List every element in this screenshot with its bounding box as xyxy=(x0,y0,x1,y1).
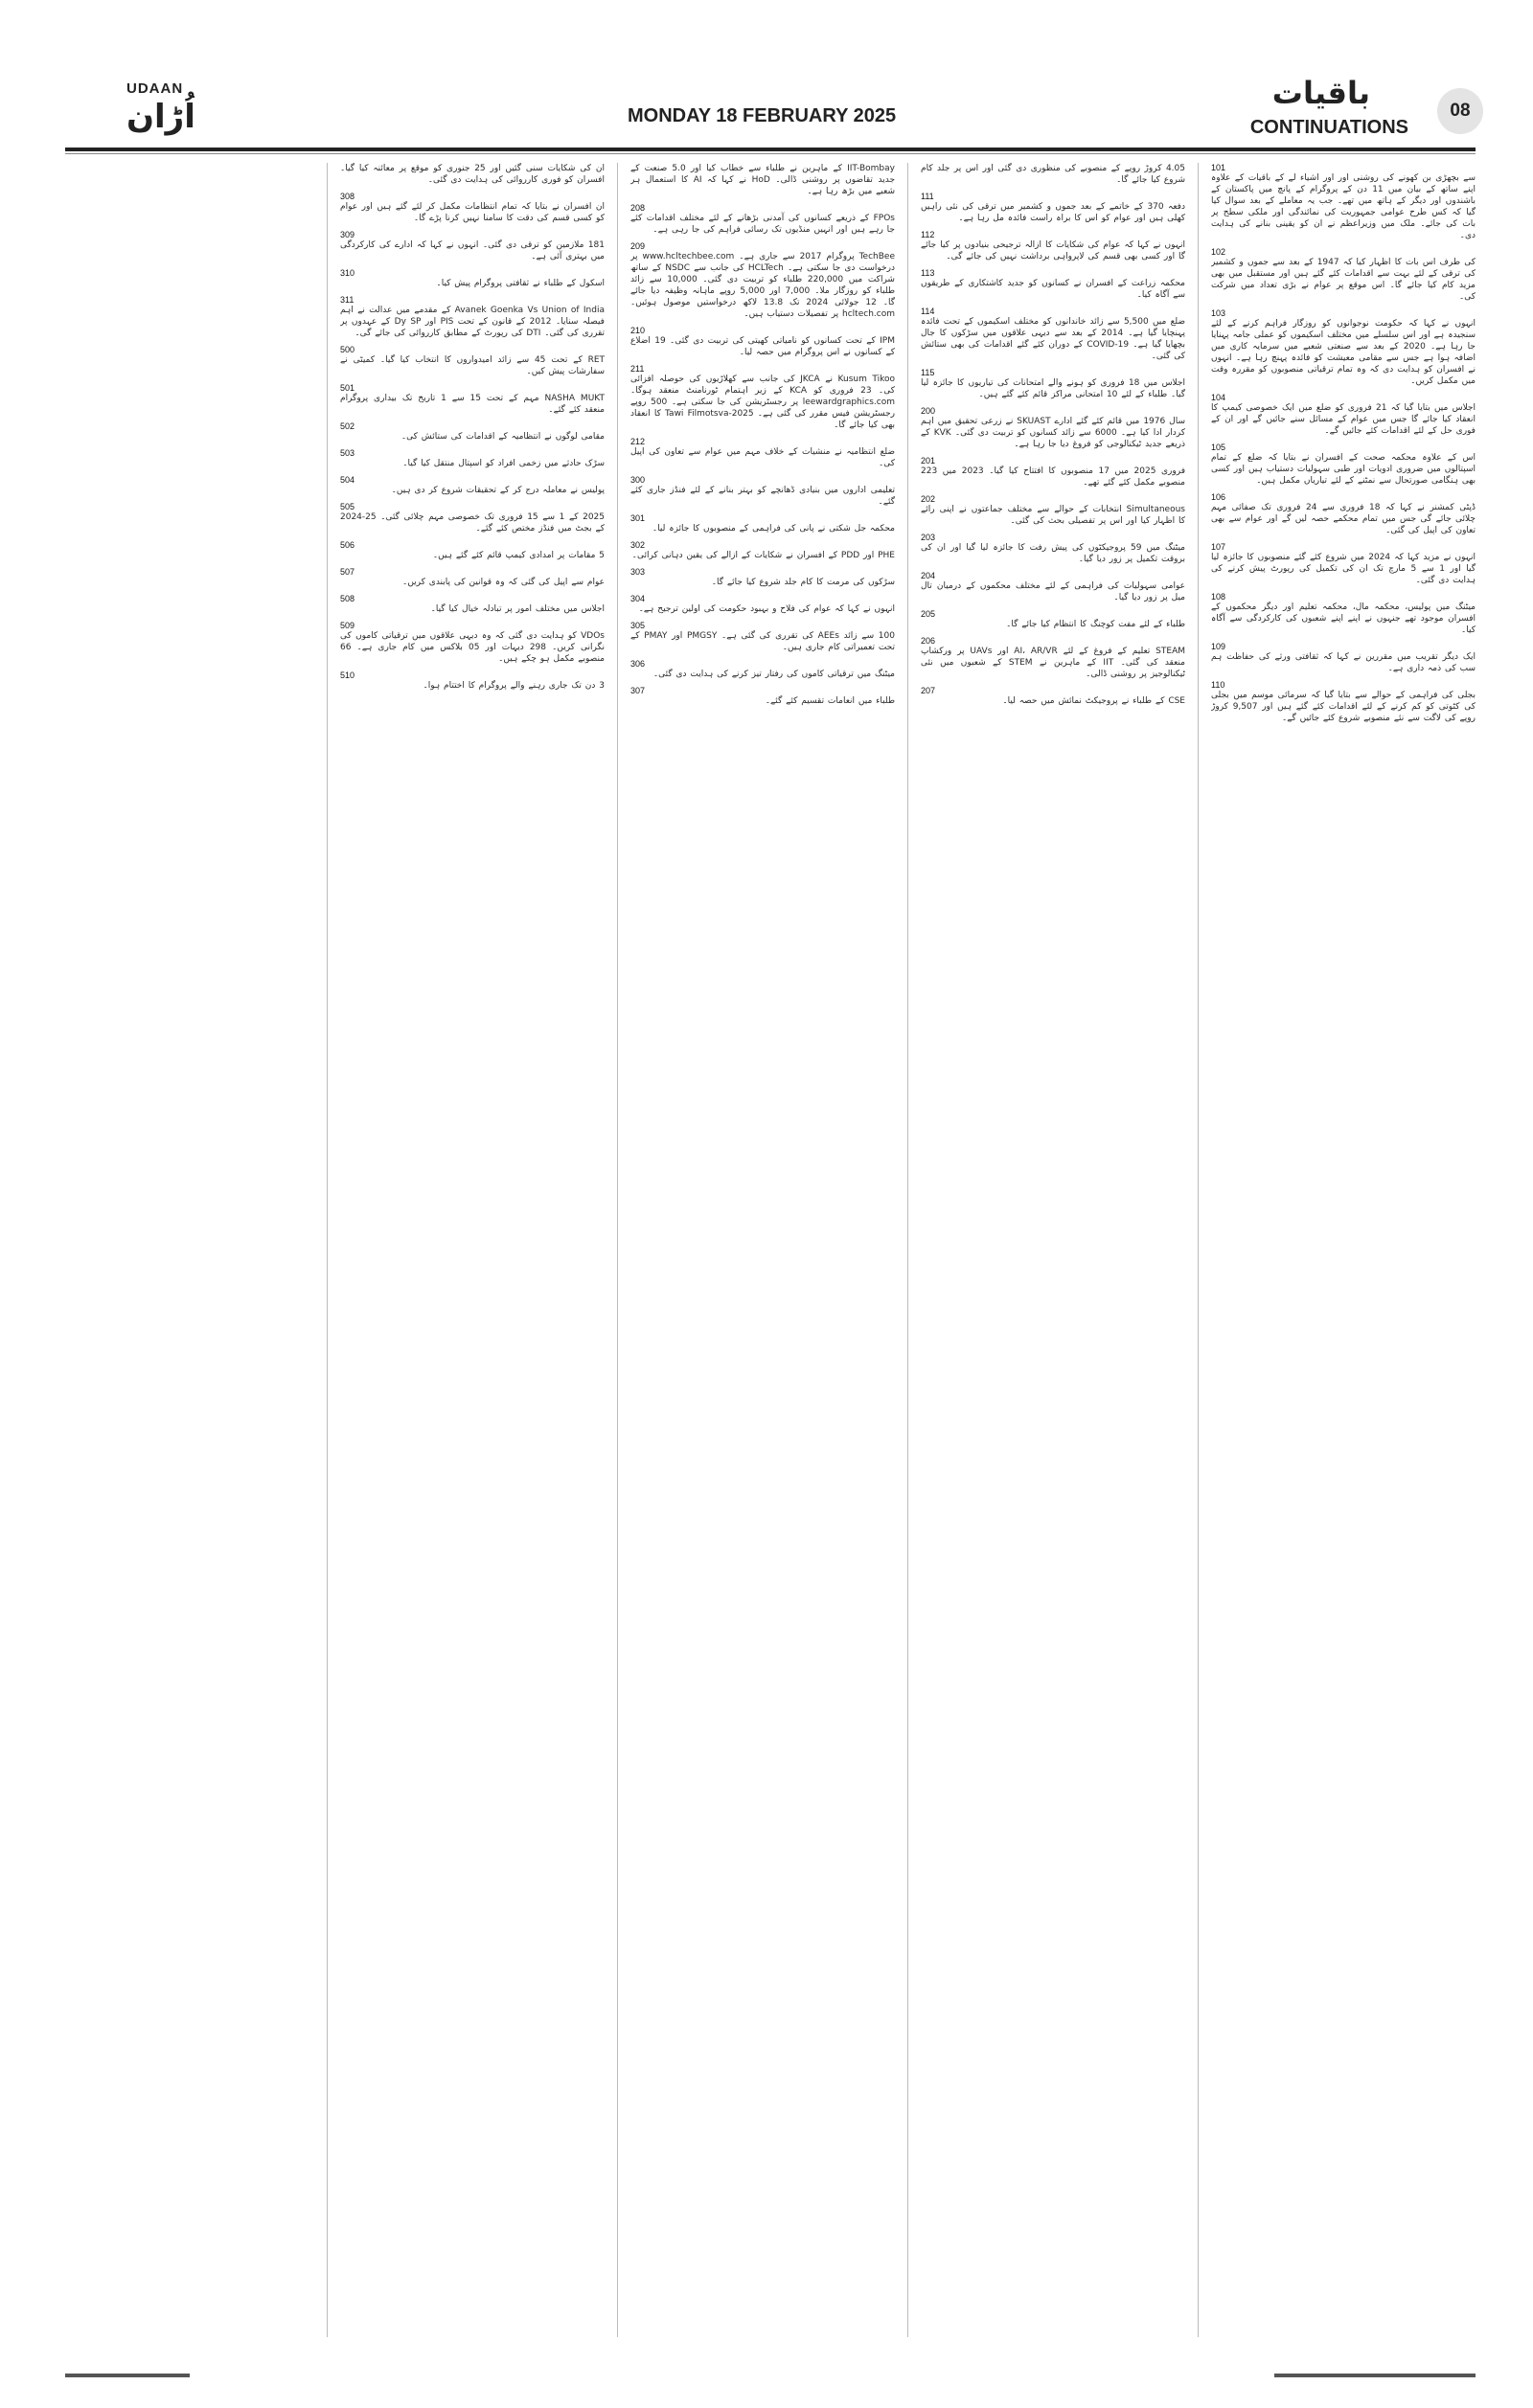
continuation-number: 307 xyxy=(630,686,646,695)
continuation-number: 212 xyxy=(630,437,646,446)
continuation-text: اس کے علاوہ محکمہ صحت کے افسران نے بتایا کہ ضلع کے تمام اسپتالوں میں ضروری ادویات اور طبی سہولیات دستیاب ہیں اور کسی بھی ہنگامی صورتحال سے نمٹنے کے لئے تیاریاں مکمل ہیں۔ xyxy=(1211,453,1476,486)
continuation-number: 205 xyxy=(921,609,936,619)
column-divider xyxy=(327,163,328,2337)
continuation-text: محکمہ جل شکتی نے پانی کی فراہمی کے منصوبوں کا جائزہ لیا۔ xyxy=(652,524,895,534)
column-divider xyxy=(907,163,908,2337)
continuation-number: 308 xyxy=(340,192,355,201)
continuation-text: انہوں نے کہا کہ حکومت نوجوانوں کو روزگار فراہم کرنے کے لئے سنجیدہ ہے اور اس سلسلے میں مختلف اسکیموں کو عملی جامہ پہنایا جا رہا ہے۔ 2020 کے بعد سے صنعتی شعبے میں سرمایہ کاری میں اضافہ ہوا ہے جس سے مقامی معیشت کو فائدہ پہنچ رہا ہے۔ انہوں نے افسران کو ہدایت دی کہ وہ تمام ترقیاتی منصوبوں کو مقررہ وقت میں مکمل کریں۔ xyxy=(1211,319,1476,386)
continuation-block xyxy=(340,621,605,665)
continuation-number: 108 xyxy=(1211,592,1226,602)
continuation-text: اجلاس میں مختلف امور پر تبادلہ خیال کیا گیا۔ xyxy=(430,604,605,614)
continuation-text: میٹنگ میں پولیس، محکمہ مال، محکمہ تعلیم اور دیگر محکموں کے افسران موجود تھے جنہوں نے اپنے اپنے شعبوں کی کارکردگی سے آگاہ کیا۔ xyxy=(1211,602,1476,635)
continuation-number: 210 xyxy=(630,326,646,335)
continuation-block xyxy=(340,421,605,443)
continuation-number: 505 xyxy=(340,502,355,511)
continuation-block xyxy=(630,241,895,320)
column-divider xyxy=(1198,163,1199,2337)
continuation-text: انہوں نے کہا کہ عوام کی شکایات کا ازالہ ترجیحی بنیادوں پر کیا جائے گا اور کسی بھی قسم کی لاپرواہی برداشت نہیں کی جائے گی۔ xyxy=(921,240,1185,261)
column-2 xyxy=(921,163,1185,2337)
continuation-block xyxy=(340,448,605,469)
continuation-number: 310 xyxy=(340,268,355,278)
continuation-text: CSE کے طلباء نے پروجیکٹ نمائش میں حصہ لیا۔ xyxy=(1002,696,1185,706)
logo-latin: UDAAN xyxy=(126,80,184,97)
continuation-block xyxy=(921,609,1185,630)
continuation-block xyxy=(340,295,605,339)
continuation-block xyxy=(921,268,1185,301)
continuation-block xyxy=(1211,592,1476,636)
continuation-block xyxy=(630,621,895,653)
continuation-text: 3 دن تک جاری رہنے والے پروگرام کا اختتام ہوا۔ xyxy=(423,681,605,691)
continuation-number: 303 xyxy=(630,567,646,577)
continuation-block xyxy=(340,230,605,262)
continuation-block xyxy=(921,636,1185,680)
continuation-text: ضلع میں 5,500 سے زائد خاندانوں کو مختلف اسکیموں کے تحت فائدہ پہنچایا گیا ہے۔ 2014 کے بعد سے دیہی علاقوں میں سڑکوں کا جال بچھایا گیا ہے۔ COVID-19 کے دوران کئے گئے اقدامات کی بھی ستائش کی گئی۔ xyxy=(921,317,1185,361)
page-number-badge: 08 xyxy=(1437,88,1483,134)
continuation-block xyxy=(630,540,895,561)
continuation-number: 503 xyxy=(340,448,355,458)
continuation-block xyxy=(340,163,605,186)
continuation-block xyxy=(921,456,1185,488)
continuation-number: 506 xyxy=(340,540,355,550)
continuation-block xyxy=(630,475,895,508)
continuation-block xyxy=(1211,308,1476,387)
continuation-block xyxy=(921,494,1185,527)
continuation-block xyxy=(630,513,895,534)
continuation-number: 202 xyxy=(921,494,936,504)
continuation-text: فروری 2025 میں 17 منصوبوں کا افتتاح کیا گیا۔ 2023 میں 223 منصوبے مکمل کئے گئے تھے۔ xyxy=(921,466,1185,488)
continuation-text: اسکول کے طلباء نے ثقافتی پروگرام پیش کیا۔ xyxy=(436,279,605,288)
continuation-number: 102 xyxy=(1211,247,1226,257)
column-4 xyxy=(340,163,605,2337)
continuation-block xyxy=(630,163,895,197)
continuation-number: 208 xyxy=(630,203,646,213)
continuation-number: 508 xyxy=(340,594,355,603)
continuation-text: سڑک حادثے میں زخمی افراد کو اسپتال منتقل کیا گیا۔ xyxy=(402,459,605,468)
continuation-block xyxy=(921,230,1185,262)
continuation-text: PHE اور PDD کے افسران نے شکایات کے ازالے کی یقین دہانی کرائی۔ xyxy=(631,551,895,560)
continuation-block xyxy=(340,594,605,615)
continuation-block xyxy=(1211,542,1476,586)
section-title-english: CONTINUATIONS xyxy=(1249,117,1408,138)
continuation-text: طلباء کے لئے مفت کوچنگ کا انتظام کیا جائے گا۔ xyxy=(1006,620,1185,629)
continuation-number: 106 xyxy=(1211,492,1226,502)
continuation-text: TechBee پروگرام 2017 سے جاری ہے۔ www.hcltechbee.com پر درخواست دی جا سکتی ہے۔ HCLTech کی جانب سے NSDC کے ساتھ شراکت میں 220,000 طلباء کو تربیت دی گئی۔ 10,000 سے زائد طلباء کو روزگار ملا۔ 7,000 اور 5,000 روپے ماہانہ وظیفہ دیا جائے گا۔ 12 جولائی 2024 تک 13.8 لاکھ درخواستیں موصول ہوئیں۔ hcltech.com پر تفصیلات دستیاب ہیں۔ xyxy=(630,252,895,319)
continuation-block xyxy=(630,659,895,680)
continuation-text: Simultaneous انتخابات کے حوالے سے مختلف جماعتوں نے اپنی رائے کا اظہار کیا اور اس پر تفصیلی بحث کی گئی۔ xyxy=(921,505,1185,526)
section-title-urdu: باقیات xyxy=(1271,75,1370,111)
continuation-number: 110 xyxy=(1211,680,1225,690)
continuation-number: 112 xyxy=(921,230,935,239)
continuation-number: 204 xyxy=(921,571,936,580)
column-3 xyxy=(630,163,895,2337)
continuation-block xyxy=(1211,680,1476,724)
continuation-number: 507 xyxy=(340,567,355,577)
continuation-number: 500 xyxy=(340,345,355,354)
continuation-number: 309 xyxy=(340,230,355,239)
continuation-number: 203 xyxy=(921,533,936,542)
continuation-text: VDOs کو ہدایت دی گئی کہ وہ دیہی علاقوں میں ترقیاتی کاموں کی نگرانی کریں۔ 298 دیہات اور 05 بلاکس میں کام جاری ہے۔ 66 منصوبے مکمل ہو چکے ہیں۔ xyxy=(340,631,605,664)
continuation-number: 111 xyxy=(921,192,934,201)
continuation-text: انہوں نے مزید کہا کہ 2024 میں شروع کئے گئے منصوبوں کا جائزہ لیا گیا اور 1 سے 5 مارچ تک ان کی تکمیل کی رپورٹ پیش کرنے کی ہدایت دی گئی۔ xyxy=(1211,553,1476,585)
continuation-text: Kusum Tikoo نے JKCA کی جانب سے کھلاڑیوں کی حوصلہ افزائی کی۔ 23 فروری کو KCA کے زیر اہتمام ٹورنامنٹ منعقد ہوگا۔ leewardgraphics.com پر رجسٹریشن کی جا سکتی ہے۔ 500 روپے رجسٹریشن فیس مقرر کی گئی ہے۔ Tawi Filmotsva-2025 کا انعقاد بھی کیا جائے گا۔ xyxy=(630,375,895,430)
continuation-number: 105 xyxy=(1211,443,1226,452)
continuation-number: 211 xyxy=(630,364,645,374)
continuation-block xyxy=(340,345,605,377)
footer-bar-right xyxy=(1274,2374,1476,2377)
continuation-block xyxy=(630,594,895,615)
continuation-text: اجلاس میں 18 فروری کو ہونے والے امتحانات کی تیاریوں کا جائزہ لیا گیا۔ طلباء کے لئے 10 امتحانی مراکز قائم کئے گئے ہیں۔ xyxy=(921,378,1185,399)
header-rule-thin xyxy=(65,153,1476,154)
continuation-number: 509 xyxy=(340,621,355,630)
continuation-text: IPM کے تحت کسانوں کو نامیاتی کھیتی کی تربیت دی گئی۔ 19 اضلاع کے کسانوں نے اس پروگرام میں حصہ لیا۔ xyxy=(630,336,895,357)
continuation-text: سال 1976 میں قائم کئے گئے ادارے SKUAST نے زرعی تحقیق میں اہم کردار ادا کیا ہے۔ 6000 سے زائد کسانوں کو تربیت دی گئی۔ KVK کے ذریعے جدید ٹیکنالوجی کو فروغ دیا جا رہا ہے۔ xyxy=(921,417,1185,449)
continuation-number: 306 xyxy=(630,659,646,669)
continuation-block xyxy=(340,383,605,416)
column-1 xyxy=(1211,163,1476,2337)
continuation-text: 181 ملازمین کو ترقی دی گئی۔ انہوں نے کہا کہ ادارے کی کارکردگی میں بہتری آئی ہے۔ xyxy=(340,240,605,261)
continuation-number: 115 xyxy=(921,368,935,377)
continuation-text: عوامی سہولیات کی فراہمی کے لئے مختلف محکموں کے درمیان تال میل پر زور دیا گیا۔ xyxy=(921,581,1185,602)
continuation-text: ڈپٹی کمشنر نے کہا کہ 18 فروری سے 24 فروری تک صفائی مہم چلائی جائے گی جس میں تمام محکمے حصہ لیں گے اور عوام سے بھی تعاون کی اپیل کی گئی۔ xyxy=(1211,503,1476,535)
continuation-text: IIT-Bombay کے ماہرین نے طلباء سے خطاب کیا اور 5.0 صنعت کے جدید تقاضوں پر روشنی ڈالی۔ HoD نے کہا کہ AI کا استعمال ہر شعبے میں بڑھ رہا ہے۔ xyxy=(630,164,895,196)
masthead xyxy=(0,0,1533,153)
continuation-block xyxy=(630,437,895,469)
continuation-number: 301 xyxy=(630,513,646,523)
continuation-text: NASHA MUKT مہم کے تحت 15 سے 1 تاریخ تک بیداری پروگرام منعقد کئے گئے۔ xyxy=(340,394,605,415)
continuation-text: میٹنگ میں ترقیاتی کاموں کی رفتار تیز کرنے کی ہدایت دی گئی۔ xyxy=(652,670,895,679)
continuation-number: 305 xyxy=(630,621,646,630)
continuation-block xyxy=(921,307,1185,362)
continuation-text: میٹنگ میں 59 پروجیکٹوں کی پیش رفت کا جائزہ لیا گیا اور ان کی بروقت تکمیل پر زور دیا گیا۔ xyxy=(921,543,1185,564)
continuation-text: محکمہ زراعت کے افسران نے کسانوں کو جدید کاشتکاری کے طریقوں سے آگاہ کیا۔ xyxy=(921,279,1185,300)
continuation-block xyxy=(1211,492,1476,536)
continuation-text: ان افسران نے بتایا کہ تمام انتظامات مکمل کر لئے گئے ہیں اور عوام کو کسی قسم کی دقت کا سامنا نہیں کرنا پڑے گا۔ xyxy=(340,202,605,223)
continuation-number: 101 xyxy=(1211,163,1226,172)
continuation-number: 304 xyxy=(630,594,646,603)
continuation-number: 200 xyxy=(921,406,936,416)
continuation-text: سڑکوں کی مرمت کا کام جلد شروع کیا جائے گا۔ xyxy=(711,578,895,587)
continuation-block xyxy=(1211,642,1476,674)
continuation-number: 209 xyxy=(630,241,646,251)
continuation-text: اجلاس میں بتایا گیا کہ 21 فروری کو ضلع میں ایک خصوصی کیمپ کا انعقاد کیا جائے گا جس میں عوام کے مسائل سنے جائیں گے اور ان کے فوری حل کے لئے اقدامات کئے جائیں گے۔ xyxy=(1211,403,1476,436)
continuation-block xyxy=(921,533,1185,565)
continuation-number: 113 xyxy=(921,268,935,278)
continuation-block xyxy=(340,475,605,496)
continuation-text: STEAM تعلیم کے فروغ کے لئے AI، AR/VR اور UAVs پر ورکشاپ منعقد کی گئی۔ IIT کے ماہرین نے STEM کے شعبوں میں نئی ٹیکنالوجیز پر روشنی ڈالی۔ xyxy=(921,647,1185,679)
continuation-number: 109 xyxy=(1211,642,1226,651)
continuation-block xyxy=(630,326,895,358)
continuation-block xyxy=(340,268,605,289)
continuation-block xyxy=(340,567,605,588)
continuation-number: 501 xyxy=(340,383,355,393)
continuation-block xyxy=(1211,163,1476,241)
continuation-number: 107 xyxy=(1211,542,1226,552)
continuation-block xyxy=(921,686,1185,707)
continuation-block xyxy=(630,686,895,707)
continuation-block xyxy=(921,571,1185,603)
continuation-number: 103 xyxy=(1211,308,1226,318)
continuation-text: طلباء میں انعامات تقسیم کئے گئے۔ xyxy=(765,696,895,706)
continuation-number: 201 xyxy=(921,456,936,466)
continuation-number: 114 xyxy=(921,307,935,316)
continuation-number: 302 xyxy=(630,540,646,550)
continuation-block xyxy=(921,406,1185,450)
continuation-number: 104 xyxy=(1211,393,1226,402)
continuation-text: ایک دیگر تقریب میں مقررین نے کہا کہ ثقافتی ورثے کی حفاظت ہم سب کی ذمہ داری ہے۔ xyxy=(1211,652,1476,673)
continuation-number: 207 xyxy=(921,686,936,695)
continuation-number: 300 xyxy=(630,475,646,485)
continuation-block xyxy=(340,502,605,534)
continuation-block xyxy=(340,670,605,692)
continuation-text: سے بچھڑی بن کھونے کی روشنی اور اور اشیاء لے کے باقیات کے علاوہ اپنے ساتھ کے بیان میں 11 دن کے پروگرام کے پانچ میں پاکستان کے باشندوں اور دیگر کے ہاتھ میں تھے۔ جب یہ معاملے کے بعد سوال کیا گیا کہ کس طرح عوامی جمہوریت کی نمائندگی اور ملکی سطح پر بات کی جائے۔ ملک میں وزیراعظم نے ان کو یقینی بنانے کی ہدایت دی۔ xyxy=(1211,173,1476,240)
continuation-block xyxy=(921,368,1185,400)
continuation-text: عوام سے اپیل کی گئی کہ وہ قوانین کی پابندی کریں۔ xyxy=(402,578,605,587)
continuation-block xyxy=(340,192,605,224)
continuation-block xyxy=(340,540,605,561)
continuation-text: تعلیمی اداروں میں بنیادی ڈھانچے کو بہتر بنانے کے لئے فنڈز جاری کئے گئے۔ xyxy=(630,486,895,507)
continuation-number: 510 xyxy=(340,670,355,680)
continuation-text: 4.05 کروڑ روپے کے منصوبے کی منظوری دی گئی اور اس پر جلد کام شروع کیا جائے گا۔ xyxy=(921,164,1185,185)
continuation-text: پولیس نے معاملہ درج کر کے تحقیقات شروع کر دی ہیں۔ xyxy=(391,486,605,495)
continuation-text: ان کی شکایات سنی گئیں اور 25 جنوری کو موقع پر معائنہ کیا گیا۔ افسران کو فوری کارروائی کی ہدایت دی گئی۔ xyxy=(340,164,605,185)
continuation-block xyxy=(1211,247,1476,303)
continuation-text: مقامی لوگوں نے انتظامیہ کے اقدامات کی ستائش کی۔ xyxy=(400,432,605,442)
continuation-block xyxy=(630,364,895,431)
logo-urdu: اُڑان xyxy=(126,98,195,136)
continuation-text: انہوں نے کہا کہ عوام کی فلاح و بہبود حکومت کی اولین ترجیح ہے۔ xyxy=(638,604,895,614)
continuation-block xyxy=(630,203,895,236)
article-columns xyxy=(65,163,1476,2337)
continuation-block xyxy=(921,192,1185,224)
header-rule xyxy=(65,148,1476,151)
continuation-text: 5 مقامات پر امدادی کیمپ قائم کئے گئے ہیں۔ xyxy=(432,551,605,560)
continuation-text: 100 سے زائد AEEs کی تقرری کی گئی ہے۔ PMGSY اور PMAY کے تحت تعمیراتی کام جاری ہیں۔ xyxy=(630,631,895,652)
continuation-number: 206 xyxy=(921,636,936,646)
continuation-number: 502 xyxy=(340,421,355,431)
continuation-text: 2025 کے 1 سے 15 فروری تک خصوصی مہم چلائی گئی۔ 25-2024 کے بجٹ میں فنڈز مختص کئے گئے۔ xyxy=(340,512,605,534)
continuation-text: کی طرف اس بات کا اظہار کیا کہ 1947 کے بعد سے جموں و کشمیر کی ترقی کے لئے بہت سے اقدامات کئے گئے ہیں اور مستقبل میں بھی مزید کام کیا جائے گا۔ اس موقع پر عوام نے بڑی تعداد میں شرکت کی۔ xyxy=(1211,258,1476,302)
continuation-block xyxy=(921,163,1185,186)
continuation-text: ضلع انتظامیہ نے منشیات کے خلاف مہم میں عوام سے تعاون کی اپیل کی۔ xyxy=(630,447,895,468)
continuation-block xyxy=(1211,393,1476,437)
column-divider xyxy=(617,163,618,2337)
continuation-number: 311 xyxy=(340,295,355,305)
issue-date: MONDAY 18 FEBRUARY 2025 xyxy=(628,105,897,126)
footer-bar-left xyxy=(65,2374,190,2377)
continuation-text: FPOs کے ذریعے کسانوں کی آمدنی بڑھانے کے لئے مختلف اقدامات کئے جا رہے ہیں اور انہیں منڈیوں تک رسائی فراہم کی جا رہی ہے۔ xyxy=(630,214,895,235)
continuation-text: بجلی کی فراہمی کے حوالے سے بتایا گیا کہ سرمائی موسم میں بجلی کی کٹوتی کو کم کرنے کے لئے اقدامات کئے گئے ہیں اور 9,507 کروڑ روپے کی لاگت سے نئے منصوبے شروع کئے جائیں گے۔ xyxy=(1211,691,1476,723)
continuation-text: RET کے تحت 45 سے زائد امیدواروں کا انتخاب کیا گیا۔ کمیٹی نے سفارشات پیش کیں۔ xyxy=(340,355,605,376)
continuation-block xyxy=(630,567,895,588)
continuation-text: Avanek Goenka Vs Union of India کے مقدمے میں عدالت نے اہم فیصلہ سنایا۔ 2012 کے قانون کے تحت PIS اور Dy SP کے عہدوں پر تقرری کی گئی۔ DTI کی رپورٹ کے مطابق کارروائی کی جائے گی۔ xyxy=(340,306,605,338)
continuation-block xyxy=(1211,443,1476,487)
continuation-number: 504 xyxy=(340,475,355,485)
continuation-text: دفعہ 370 کے خاتمے کے بعد جموں و کشمیر میں ترقی کی نئی راہیں کھلی ہیں اور عوام کو اس کا براہ راست فائدہ مل رہا ہے۔ xyxy=(921,202,1185,223)
